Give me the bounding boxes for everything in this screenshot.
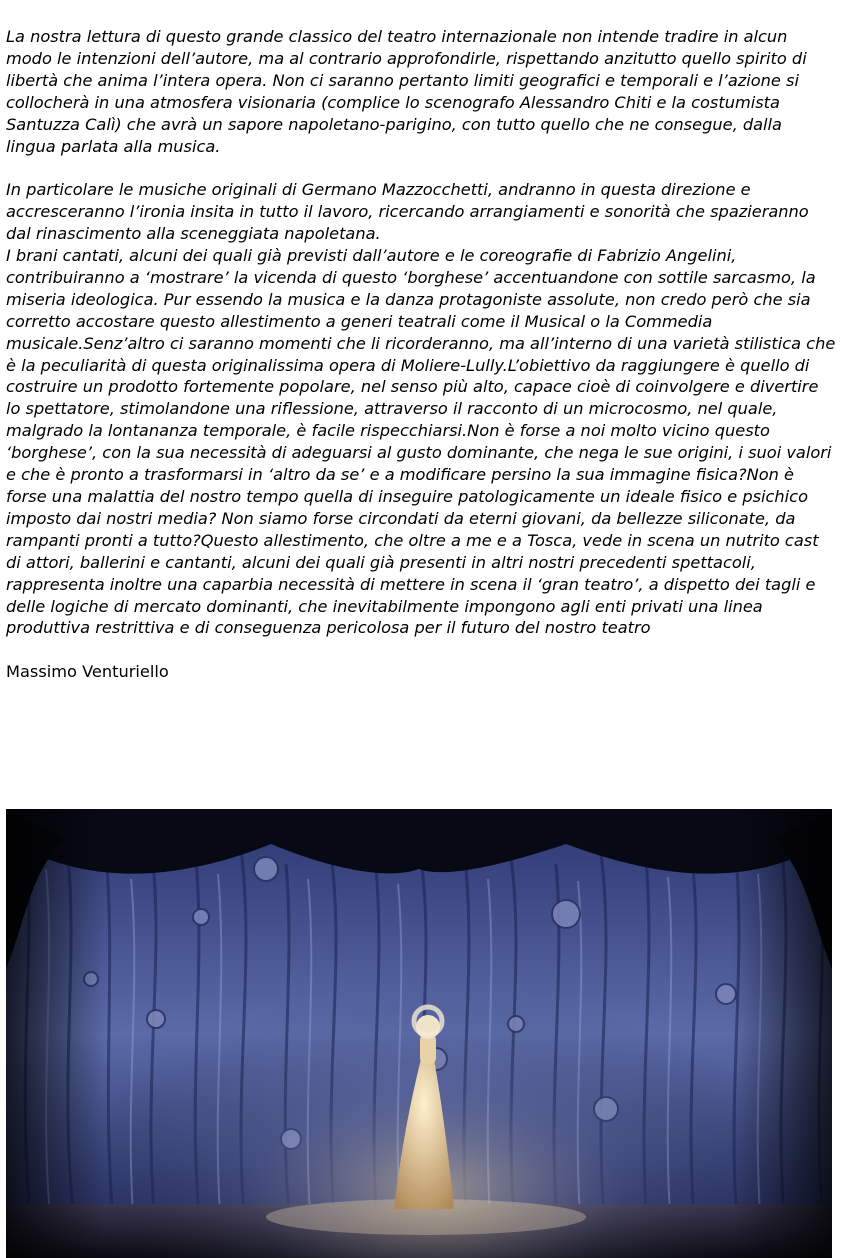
stage-photo-illustration xyxy=(6,809,832,1258)
article-text xyxy=(6,26,836,683)
paragraph-music: In particolare le musiche originali di Germano Mazzocchetti, andranno in questa direzione e accresceranno l’ironia insita in tutto il lavoro, ricercando arrangiamenti e sonorità che spazieranno dal rinascimento alla sceneggiata napoletana. xyxy=(6,180,809,244)
author-signature: Massimo Venturiello xyxy=(6,662,169,682)
signature-spacer xyxy=(6,639,836,661)
paragraph-songs: I brani cantati, alcuni dei quali già previsti dall’autore e le coreografie di Fabrizio Angelini, contribuiranno a ‘mostrare’ la vicenda di questo ‘borghese’ accentuandone con sottile sarcasmo, la miseria ideologica. Pur essendo la musica e la danza protagoniste assolute, non credo però che sia corretto accostare questo allestimento a generi teatrali come il Musical o la Commedia musicale.Senz’altro ci saranno momenti che li ricorderanno, ma all’interno di una varietà stilistica che è la peculiarità di questa originalissima opera di Moliere-Lully.L’obiettivo da raggiungere è quello di costruire un prodotto fortemente popolare, nel senso più alto, capace cioè di coinvolgere e divertire lo spettatore, stimolandone una riflessione, attraverso il racconto di un microcosmo, nel quale, malgrado la lontananza temporale, è facile rispecchiarsi.Non è forse a noi molto vicino questo ‘borghese’, con la sua necessità di adeguarsi al gusto dominante, che nega le sue origini, i suoi valori e che è pronto a trasformarsi in ‘altro da se’ e a modificare persino la sua immagine fisica?Non è forse una malattia del nostro tempo quella di inseguire patologicamente un ideale fisico e psichico imposto dai nostri media? Non siamo forse circondati da eterni giovani, da bellezze siliconate, da rampanti pronti a tutto?Questo allestimento, che oltre a me e a Tosca, vede in scena un nutrito cast di attori, ballerini e cantanti, alcuni dei quali già presenti in altri nostri precedenti spettacoli, rappresenta inoltre una caparbia necessità di mettere in scena il ‘gran teatro’, a dispetto dei tagli e delle logiche di mercato dominanti, che inevitabilmente impongono agli enti privati una linea produttiva restrittiva e di conseguenza pericolosa per il futuro del nostro teatro xyxy=(6,246,836,638)
paragraph-intro: La nostra lettura di questo grande classico del teatro internazionale non intende tradire in alcun modo le intenzioni dell’autore, ma al contrario approfondirle, rispettando anzitutto quello spirito di libertà che anima l’intera opera. Non ci saranno pertanto limiti geografici e temporali e l’azione si collocherà in una atmosfera visionaria (complice lo scenografo Alessandro Chiti e la costumista Santuzza Calì) che avrà un sapore napoletano-parigino, con tutto quello che ne consegue, dalla lingua parlata alla musica. xyxy=(6,27,807,156)
stage-photo xyxy=(6,809,832,1258)
paragraph-spacer xyxy=(6,157,836,179)
